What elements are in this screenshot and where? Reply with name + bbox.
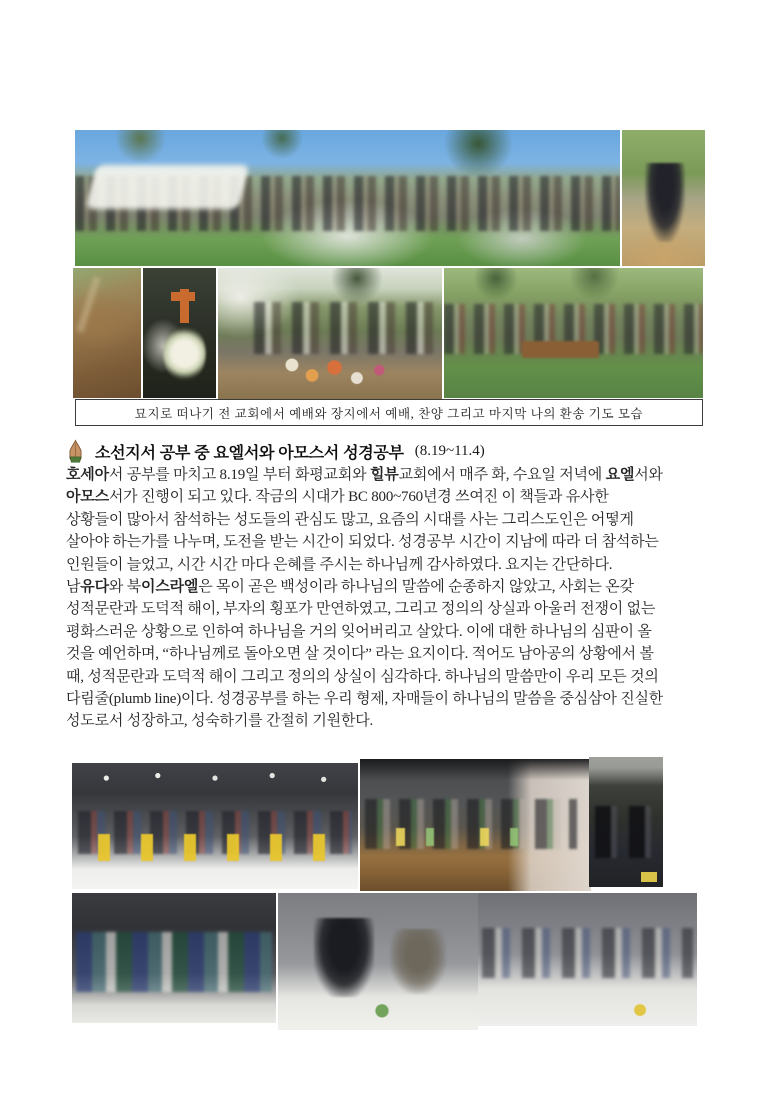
photo-study-group-dark-room xyxy=(589,757,663,887)
photo-grave-mound xyxy=(73,268,141,398)
photo-graveside-crowd xyxy=(444,268,703,398)
article-line: 성적문란과 도덕적 해이, 부자의 횡포가 만연하였고, 그리고 정의의 상실과 아울러 전쟁이 없는 xyxy=(66,601,656,618)
photo-children-group xyxy=(72,893,276,1023)
photo-study-group-certificates xyxy=(72,763,358,889)
article-line: 아모스서가 진행이 되고 있다. 작금의 시대가 BC 800~760년경 쓰여진 이 책들과 유사한 xyxy=(66,489,609,506)
article-line: 호세아서 공부를 마치고 8.19일 부터 화평교회와 힐뷰교회에서 매주 화, 수요일 저녁에 요엘서와 xyxy=(66,467,663,483)
photo-couple-at-table xyxy=(278,893,478,1030)
section-heading xyxy=(63,439,485,464)
photo-caption xyxy=(75,399,703,426)
photo-cross-and-wreath xyxy=(143,268,216,398)
article-line: 상황들이 많아서 참석하는 성도들의 관심도 많고, 요즘의 시대를 사는 그리스도인은 어떻게 xyxy=(66,511,634,528)
photo-cemetery-service-panorama xyxy=(75,130,620,266)
article-line: 살아야 하는가를 나누며, 도전을 받는 시간이 되었다. 성경공부 시간이 지남에 따라 더 참석하는 xyxy=(66,534,659,551)
article-line: 인원들이 늘었고, 시간 시간 마다 은혜를 주시는 하나님께 감사하였다. 요지는 간단하다. xyxy=(66,556,613,573)
article-line: 평화스러운 상황으로 인하여 하나님을 거의 잊어버리고 살았다. 이에 대한 하나님의 심판이 올 xyxy=(66,623,652,640)
photo-shoveling-soil xyxy=(622,130,705,266)
section-date-range: (8.19~11.4) xyxy=(414,443,485,459)
article-line: 것을 예언하며, “하나님께로 돌아오면 살 것이다” 라는 요지이다. 적어도 남아공의 상황에서 볼 xyxy=(66,646,654,663)
article-line: 성도로서 성장하고, 성숙하기를 간절히 기원한다. xyxy=(66,713,374,730)
article-line: 남유다와 북이스라엘은 목이 곧은 백성이라 하나님의 말씀에 순종하지 않았고, 사회는 온갖 xyxy=(66,578,634,595)
praying-hands-icon xyxy=(63,439,88,464)
photo-caption-text: 묘지로 떠나기 전 교회에서 예배와 장지에서 예배, 찬양 그리고 마지막 나의 환송 기도 모습 xyxy=(134,406,644,421)
photo-study-group-tables xyxy=(360,759,591,891)
article-line: 때, 성적문란과 도덕적 해이 그리고 정의의 상실이 심각하다. 하나님의 말씀만이 우리 모든 것의 xyxy=(66,668,659,685)
article-line: 다림줄(plumb line)이다. 성경공부를 하는 우리 형제, 자매들이 하나님의 말씀을 중심삼아 진실한 xyxy=(66,690,664,707)
article-body xyxy=(66,464,718,733)
photo-children-long-table xyxy=(478,893,697,1026)
photo-graveside-flowers xyxy=(218,268,442,399)
section-title: 소선지서 공부 중 요엘서와 아모스서 성경공부 xyxy=(95,445,404,462)
